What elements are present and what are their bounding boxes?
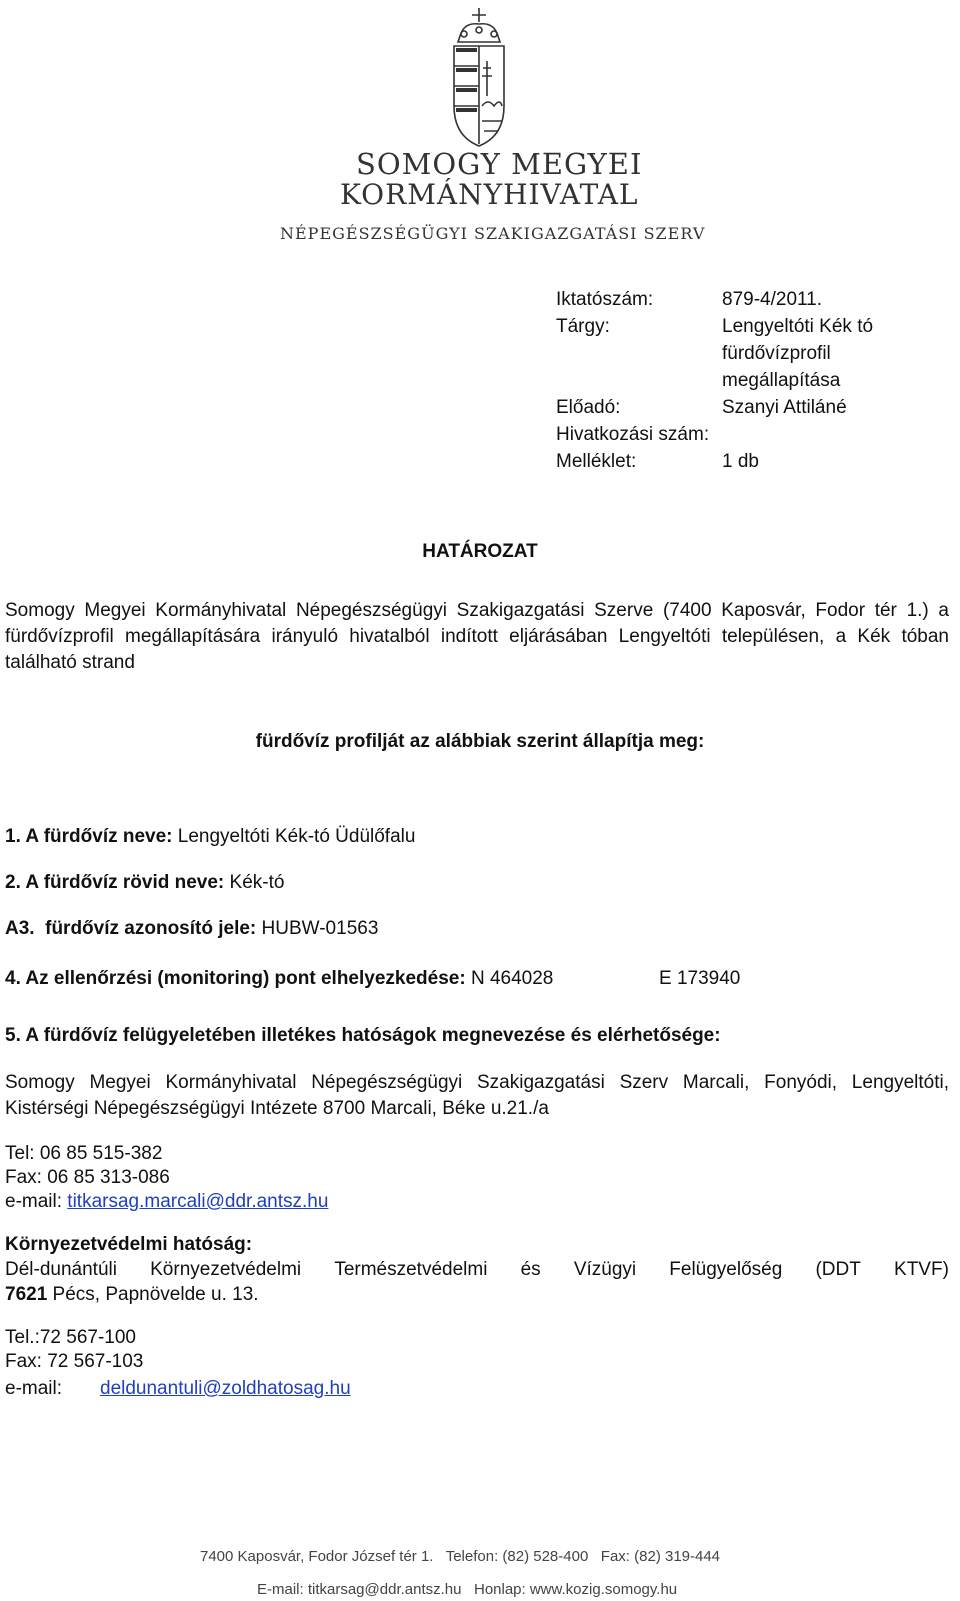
email-row — [5, 1377, 351, 1401]
meta-row-iktatoszam — [556, 286, 912, 313]
meta-label: Melléklet: — [556, 451, 637, 472]
meta-label: Tárgy: — [556, 316, 610, 337]
meta-row-targy — [556, 313, 912, 340]
word: Dél-dunántúli — [5, 1259, 117, 1280]
meta-value: 879-4/2011. — [722, 289, 823, 310]
word: Környezetvédelmi — [150, 1259, 302, 1280]
authority-2-address — [5, 1282, 949, 1307]
item-label: 4. Az ellenőrzési (monitoring) pont elhelyezkedése: — [5, 968, 466, 989]
meta-row-targy-3 — [556, 367, 912, 394]
authority-2-contact — [5, 1326, 351, 1401]
tel: Tel: 06 85 515-382 — [5, 1143, 163, 1164]
item-label: 1. A fürdővíz neve: — [5, 826, 173, 847]
item-label: 2. A fürdővíz rövid neve: — [5, 872, 225, 893]
meta-value: megállapítása — [722, 370, 841, 391]
item-value: Kék-tó — [224, 872, 285, 893]
coat-of-arms-icon — [440, 6, 518, 152]
address: Pécs, Papnövelde u. 13. — [47, 1284, 259, 1305]
authority-1-contact — [5, 1142, 328, 1214]
zip: 7621 — [5, 1284, 48, 1305]
meta-label: Hivatkozási szám: — [556, 424, 710, 445]
org-name-line1: SOMOGY MEGYEI — [356, 147, 643, 181]
item-label: 5. A fürdővíz felügyeletében illetékes hatóságok megnevezése és elérhetősége: — [5, 1025, 721, 1046]
authority-2-name — [5, 1257, 949, 1282]
email-label: e-mail: — [5, 1378, 63, 1399]
meta-row-hivatkozasi — [556, 421, 912, 448]
item-label: A3. fürdővíz azonosító jele: — [5, 918, 257, 939]
meta-value: fürdővízprofil — [722, 343, 831, 364]
item-value-e: E 173940 — [659, 968, 741, 989]
authority-1-text: Somogy Megyei Kormányhivatal Népegészségügyi Szakigazgatási Szerv Marcali, Fonyódi, Lengyeltóti, Kistérségi Népegészségügyi Intézete 8700 Marcali, Béke u.21./a — [5, 1072, 949, 1119]
document-meta — [556, 286, 912, 475]
tel: Tel.:72 567-100 — [5, 1327, 136, 1348]
org-name-line2: KORMÁNYHIVATAL — [340, 178, 639, 211]
item-value: Lengyeltóti Kék-tó Üdülőfalu — [172, 826, 416, 847]
meta-value: Szanyi Attiláné — [722, 397, 847, 418]
word: KTVF) — [894, 1259, 949, 1280]
intro-text: Somogy Megyei Kormányhivatal Népegészségügyi Szakigazgatási Szerve (7400 Kaposvár, Fodor tér 1.) a fürdővízprofil megállapítására irányuló hivatalból indított eljárásában Lengyeltóti településen, a Kék tóban található strand — [5, 600, 949, 673]
email-link[interactable]: titkarsag.marcali@ddr.antsz.hu — [67, 1191, 329, 1212]
meta-label: Előadó: — [556, 397, 621, 418]
item-value-n: N 464028 — [465, 968, 554, 989]
fax: Fax: 06 85 313-086 — [5, 1167, 170, 1188]
word: és — [520, 1259, 541, 1280]
org-name-line3: NÉPEGÉSZSÉGÜGYI SZAKIGAZGATÁSI SZERV — [280, 224, 706, 243]
word: Természetvédelmi — [334, 1259, 488, 1280]
item-3 — [5, 918, 378, 940]
item-1 — [5, 826, 415, 848]
meta-label: Iktatószám: — [556, 289, 654, 310]
word: Felügyelőség — [669, 1259, 783, 1280]
item-2 — [5, 872, 284, 894]
fax: Fax: 72 567-103 — [5, 1351, 144, 1372]
authority-2 — [5, 1232, 949, 1307]
meta-row-eloado — [556, 394, 912, 421]
footer-address: 7400 Kaposvár, Fodor József tér 1. Telefon: (82) 528-400 Fax: (82) 319-444 — [200, 1548, 721, 1565]
item-value: HUBW-01563 — [256, 918, 379, 939]
word: Vízügyi — [573, 1259, 637, 1280]
subtitle: fürdővíz profilját az alábbiak szerint állapítja meg: — [255, 731, 705, 752]
document-title: HATÁROZAT — [422, 541, 538, 562]
word: (DDT — [815, 1259, 861, 1280]
item-5 — [5, 1025, 721, 1047]
email-row — [5, 1190, 328, 1214]
meta-row-targy-2 — [556, 340, 912, 367]
intro-paragraph — [5, 598, 949, 676]
meta-row-melleklet — [556, 448, 912, 475]
meta-value: 1 db — [722, 451, 759, 472]
email-label: e-mail: — [5, 1191, 68, 1212]
item-4 — [5, 968, 805, 990]
authority-2-heading: Környezetvédelmi hatóság: — [5, 1234, 253, 1255]
email-link[interactable]: deldunantuli@zoldhatosag.hu — [100, 1378, 351, 1399]
footer-contact: E-mail: titkarsag@ddr.antsz.hu Honlap: www.kozig.somogy.hu — [257, 1581, 678, 1598]
meta-value: Lengyeltóti Kék tó — [722, 316, 874, 337]
